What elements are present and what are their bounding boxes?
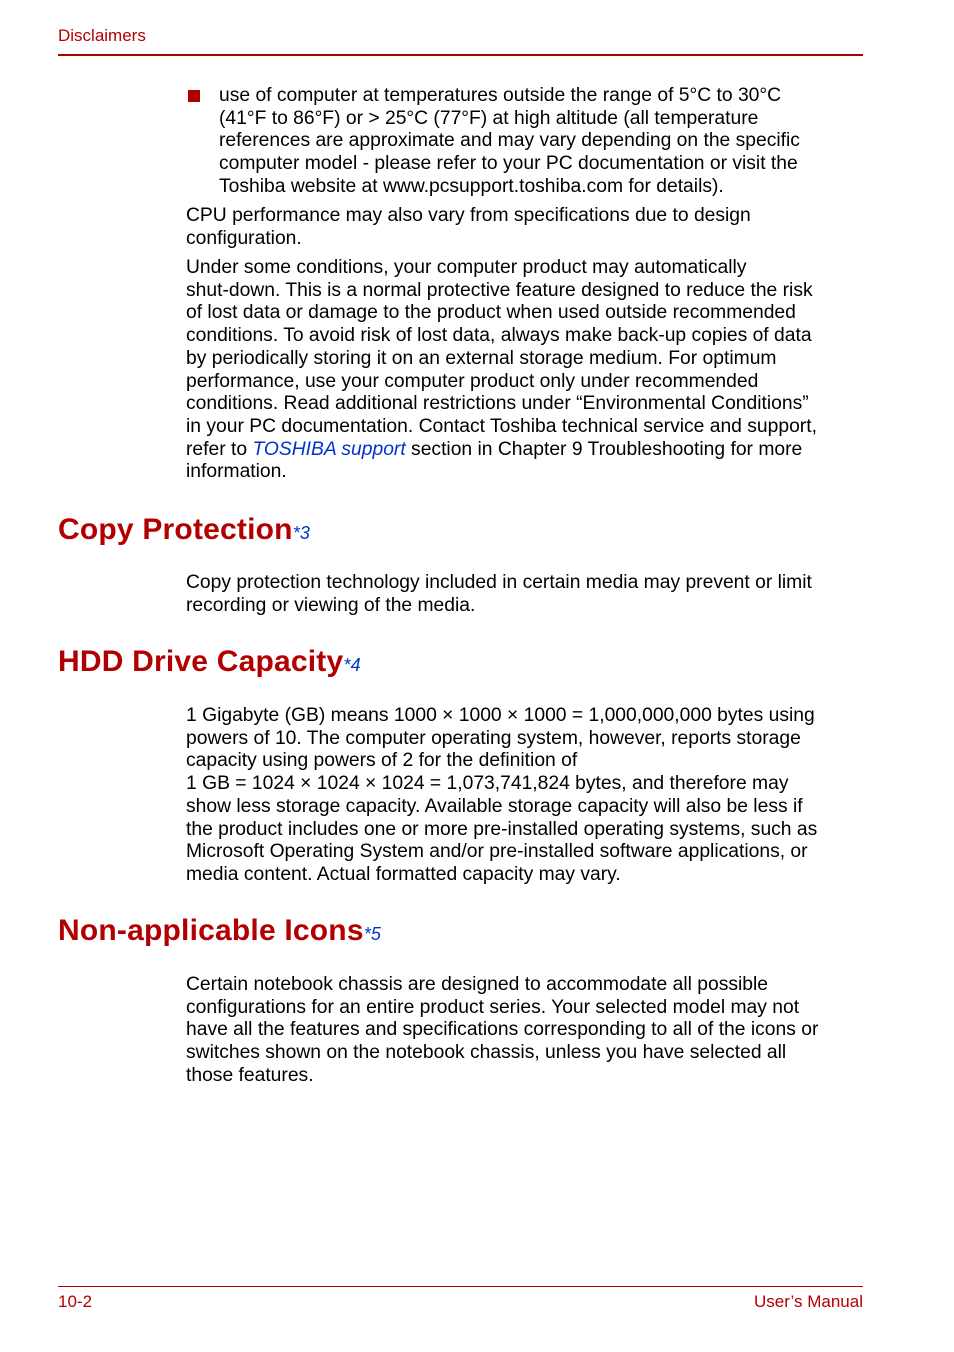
copy-protection-text: Copy protection technology included in certain media may prevent or limit recording or viewing of the media.	[186, 572, 812, 616]
copy-protection-heading	[58, 513, 310, 547]
copy-protection-body	[186, 572, 866, 617]
non-applicable-icons-body	[186, 974, 866, 1088]
toshiba-support-link[interactable]: TOSHIBA support	[252, 438, 406, 460]
hdd-capacity-heading	[58, 645, 361, 679]
hdd-capacity-body	[186, 705, 866, 887]
copy-protection-title: Copy Protection	[58, 513, 293, 546]
hdd-capacity-text: 1 Gigabyte (GB) means 1000 × 1000 × 1000 = 1,000,000,000 bytes using powers of 10. The computer operating system, however, reports storage capacity using powers of 2 for the definition of 1 GB = 1024 × 1024 × 1024 = 1,073,741,824 bytes, and therefore may show less storage capacity. Available storage capacity will also be less if the product includes one or more pre-installed operating systems, such as Microsoft Operating System and/or pre-installed software applications, or media content. Actual formatted capacity may vary.	[186, 705, 818, 885]
hdd-capacity-ref-link[interactable]: *4	[343, 655, 361, 675]
bullet-item	[186, 85, 866, 199]
page-number: 10-2	[58, 1292, 93, 1311]
cpu-paragraph	[186, 205, 866, 250]
running-header: Disclaimers	[58, 26, 146, 45]
footer-rule	[58, 1286, 863, 1287]
header-rule	[58, 54, 863, 56]
hdd-capacity-title: HDD Drive Capacity	[58, 645, 344, 678]
shutdown-text-2: section in Chapter 9 Troubleshooting for more information.	[186, 438, 803, 483]
manual-title: User’s Manual	[754, 1292, 863, 1311]
shutdown-paragraph	[186, 257, 866, 484]
non-applicable-icons-ref-link[interactable]: *5	[363, 924, 382, 944]
non-applicable-icons-heading	[58, 914, 381, 948]
shutdown-text-1: Under some conditions, your computer product may automatically shut-down. This is a normal protective feature designed to reduce the risk of lost data or damage to the product when used outside recommended conditions. To avoid risk of lost data, always make back-up copies of data by periodically storing it on an external storage medium. For optimum performance, use your computer product only under recommended conditions. Read additional restrictions under “Environmental Conditions” in your PC documentation. Contact Toshiba technical service and support, refer to	[186, 257, 817, 460]
non-applicable-icons-text: Certain notebook chassis are designed to accommodate all possible configurations for an entire product series. Your selected model may not have all the features and specifications corresponding to all of the icons or switches shown on the notebook chassis, unless you have selected all those features.	[186, 974, 819, 1086]
square-bullet-icon	[188, 90, 200, 102]
cpu-paragraph-text: CPU performance may also vary from specifications due to design configuration.	[186, 205, 751, 249]
copy-protection-ref-link[interactable]: *3	[292, 523, 311, 543]
bullet-text: use of computer at temperatures outside the range of 5°C to 30°C (41°F to 86°F) or > 25°C (77°F) at high altitude (all temperature references are approximate and may vary depending on the specific computer model - please refer to your PC documentation or visit the Toshiba website at www.pcsupport.toshiba.com for details).	[219, 85, 800, 197]
shutdown-paragraph-text	[186, 257, 866, 484]
non-applicable-icons-title: Non-applicable Icons	[58, 914, 364, 947]
